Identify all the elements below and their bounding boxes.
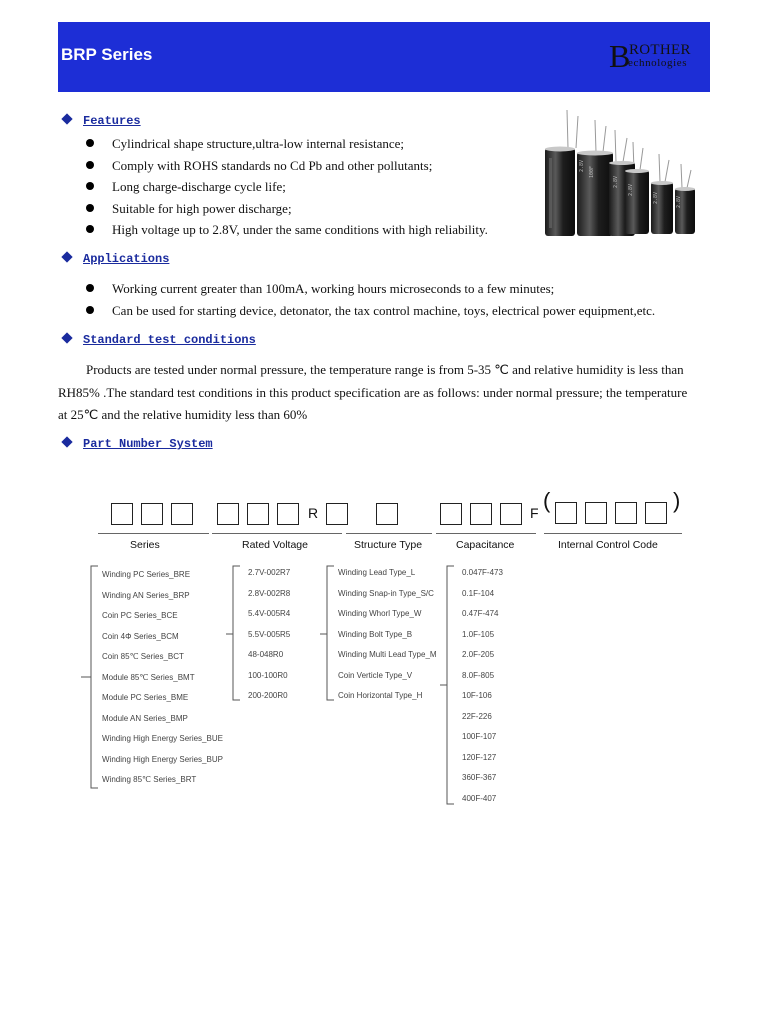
brother-technologies-logo	[609, 38, 701, 76]
svg-text:2.8V: 2.8V	[579, 159, 585, 172]
list-item: Winding Lead Type_L	[338, 568, 416, 577]
svg-text:2.8V: 2.8V	[628, 183, 634, 196]
svg-text:2.8V: 2.8V	[613, 175, 619, 188]
open-paren: (	[543, 488, 551, 513]
structure-type-header: Structure Type	[354, 539, 423, 551]
list-item: 5.4V-005R4	[248, 609, 291, 618]
list-item: 10F-106	[462, 691, 492, 700]
diamond-bullet-icon	[61, 436, 72, 447]
list-item: 100-100R0	[248, 670, 288, 680]
list-item: Comply with ROHS standards no Cd Pb and other pollutants;	[86, 157, 488, 179]
list-item: Winding Bolt Type_B	[338, 629, 413, 639]
logo-b: B	[609, 38, 631, 74]
logo-subtext: echnologies	[628, 57, 688, 69]
diamond-bullet-icon	[61, 251, 72, 262]
features-heading: Features	[61, 114, 141, 128]
list-item: Winding 85℃ Series_BRT	[102, 775, 197, 784]
list-item: 360F-367	[462, 773, 497, 782]
list-item: 2.0F-205	[462, 650, 495, 659]
list-item: High voltage up to 2.8V, under the same conditions with high reliability.	[86, 221, 488, 243]
rated-voltage-header: Rated Voltage	[242, 539, 308, 551]
list-item: 2.7V-002R7	[248, 568, 291, 577]
standard-test-paragraph: Products are tested under normal pressure, the temperature range is from 5-35 ℃ and relative humidity is less than RH85% .The standard test conditions in this product specification are as follows: under normal pressure; the temperature at 25℃ and the relative humidity less than 60%	[58, 362, 688, 422]
header-banner	[58, 22, 710, 92]
list-item: Coin PC Series_BCE	[102, 611, 178, 620]
list-item: Winding Whorl Type_W	[338, 609, 422, 618]
list-item: 0.047F-473	[462, 568, 503, 577]
list-item: 120F-127	[462, 752, 497, 762]
capacitance-header: Capacitance	[456, 539, 515, 551]
list-item: Winding High Energy Series_BUP	[102, 754, 223, 764]
letter-r: R	[308, 505, 319, 521]
list-item: Cylindrical shape structure,ultra-low internal resistance;	[86, 135, 488, 157]
list-item: Suitable for high power discharge;	[86, 200, 488, 222]
list-item: 2.8V-002R8	[248, 588, 291, 598]
list-item: 48-048R0	[248, 650, 284, 659]
logo-text: ROTHER	[629, 42, 691, 58]
list-item: 100F-107	[462, 732, 497, 741]
features-list	[86, 135, 488, 243]
structure-type-list	[338, 563, 437, 707]
capacitors-product-image	[543, 108, 710, 238]
diamond-bullet-icon	[61, 332, 72, 343]
list-item: 0.47F-474	[462, 609, 499, 618]
applications-heading: Applications	[61, 252, 169, 266]
list-item: Coin 85℃ Series_BCT	[102, 652, 184, 661]
close-paren: )	[673, 488, 681, 513]
list-item: Coin 4Φ Series_BCM	[102, 631, 179, 641]
list-item: Coin Verticle Type_V	[338, 670, 413, 680]
list-item: Can be used for starting device, detonator, the tax control machine, toys, electrical power equipment,etc.	[86, 302, 655, 324]
diamond-bullet-icon	[61, 113, 72, 124]
list-item: Module PC Series_BME	[102, 693, 189, 702]
svg-text:100F: 100F	[589, 165, 595, 178]
list-item: 5.5V-005R5	[248, 629, 291, 639]
series-list	[102, 565, 223, 791]
internal-control-code-header: Internal Control Code	[558, 539, 658, 551]
series-header: Series	[130, 539, 160, 551]
list-item: Winding Multi Lead Type_M	[338, 650, 437, 659]
list-item: Winding PC Series_BRE	[102, 570, 191, 579]
part-number-heading: Part Number System	[61, 437, 213, 451]
list-item: Coin Horizontal Type_H	[338, 691, 423, 700]
svg-text:2.8V: 2.8V	[676, 195, 682, 208]
list-item: Winding High Energy Series_BUE	[102, 734, 223, 743]
applications-list	[86, 280, 655, 323]
list-item: Module 85℃ Series_BMT	[102, 672, 195, 682]
list-item: 0.1F-104	[462, 588, 495, 598]
page-title: BRP Series	[61, 45, 153, 64]
svg-text:2.8V: 2.8V	[653, 191, 659, 204]
list-item: 400F-407	[462, 793, 497, 803]
list-item: Winding Snap-in Type_S/C	[338, 588, 434, 598]
list-item: 200-200R0	[248, 691, 288, 700]
part-number-diagram	[80, 488, 700, 812]
list-item: Working current greater than 100mA, working hours microseconds to a few minutes;	[86, 280, 655, 302]
list-item: Long charge-discharge cycle life;	[86, 178, 488, 200]
list-item: 8.0F-805	[462, 670, 495, 680]
list-item: 1.0F-105	[462, 629, 495, 639]
standard-test-heading: Standard test conditions	[61, 333, 256, 347]
list-item: Module AN Series_BMP	[102, 713, 188, 723]
capacitance-list	[462, 563, 503, 809]
letter-f: F	[530, 505, 539, 521]
list-item: 22F-226	[462, 711, 492, 721]
list-item: Winding AN Series_BRP	[102, 590, 190, 600]
rated-voltage-list	[248, 563, 290, 707]
